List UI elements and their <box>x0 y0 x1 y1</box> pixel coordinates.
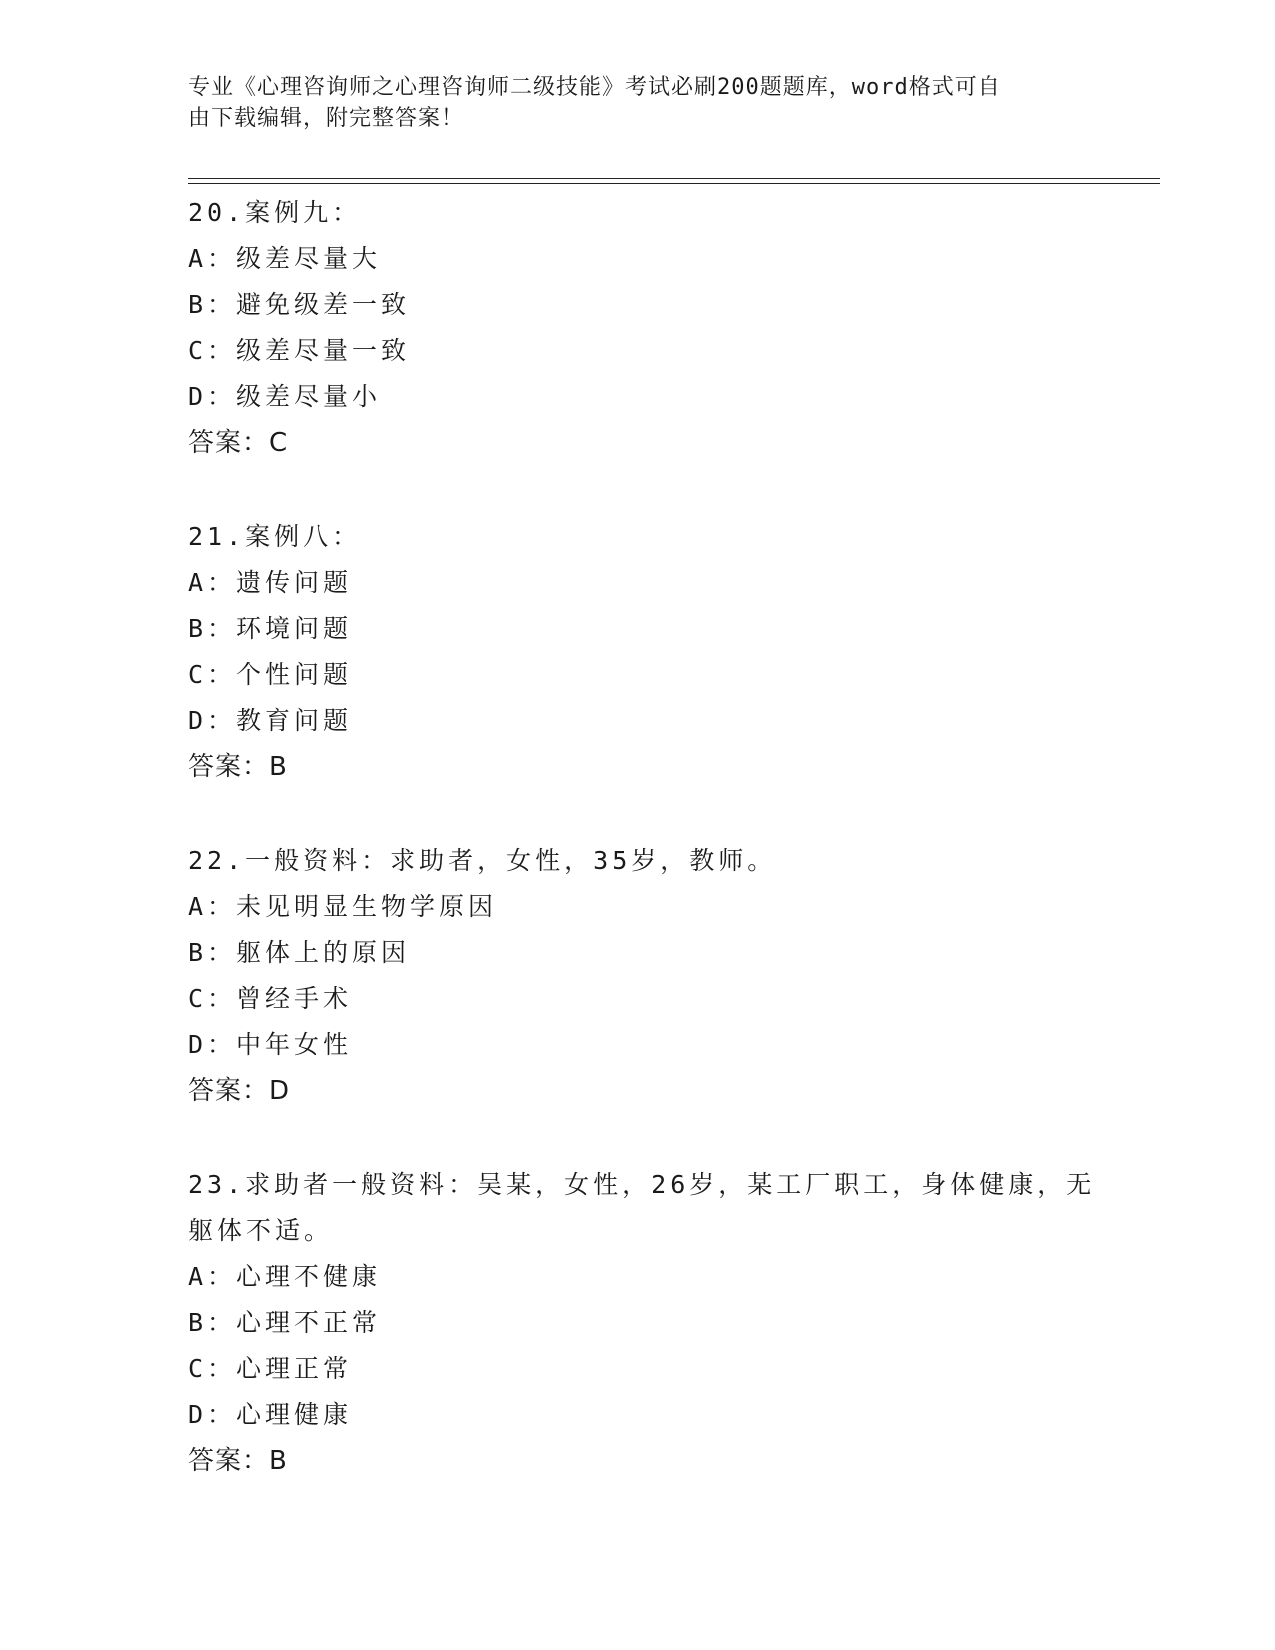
option-c: C：级差尽量一致 <box>188 336 411 365</box>
option-c: C：心理正常 <box>188 1354 353 1383</box>
answer-label: 答案：D <box>188 1076 291 1106</box>
answer-label: 答案：B <box>188 1446 288 1476</box>
header-divider-bottom <box>188 183 1160 184</box>
option-a: A：心理不健康 <box>188 1262 382 1291</box>
question-21 <box>188 514 1118 790</box>
option-b: B：心理不正常 <box>188 1308 382 1337</box>
option-b: B：环境问题 <box>188 614 353 643</box>
option-d: D：心理健康 <box>188 1400 353 1429</box>
option-d: D：教育问题 <box>188 706 353 735</box>
option-b: B：避免级差一致 <box>188 290 411 319</box>
question-22 <box>188 838 1118 1114</box>
document-header <box>188 72 1068 134</box>
question-23 <box>188 1162 1118 1484</box>
header-line-1: 专业《心理咨询师之心理咨询师二级技能》考试必刷200题题库，word格式可自 <box>188 75 1001 100</box>
answer-label: 答案：B <box>188 752 288 782</box>
question-stem: 23.求助者一般资料：吴某，女性，26岁，某工厂职工，身体健康，无躯体不适。 <box>188 1170 1096 1245</box>
question-stem: 22.一般资料：求助者，女性，35岁，教师。 <box>188 846 777 875</box>
question-stem: 21.案例八： <box>188 522 362 551</box>
header-line-2: 由下载编辑，附完整答案！ <box>188 106 465 131</box>
option-d: D：中年女性 <box>188 1030 353 1059</box>
option-c: C：曾经手术 <box>188 984 353 1013</box>
question-20 <box>188 190 1118 466</box>
question-list <box>188 190 1118 1532</box>
question-stem: 20.案例九： <box>188 198 362 227</box>
option-b: B：躯体上的原因 <box>188 938 411 967</box>
option-c: C：个性问题 <box>188 660 353 689</box>
option-a: A：未见明显生物学原因 <box>188 892 498 921</box>
answer-label: 答案：C <box>188 428 289 458</box>
header-divider-top <box>188 178 1160 179</box>
option-d: D：级差尽量小 <box>188 382 382 411</box>
option-a: A：遗传问题 <box>188 568 353 597</box>
option-a: A：级差尽量大 <box>188 244 382 273</box>
